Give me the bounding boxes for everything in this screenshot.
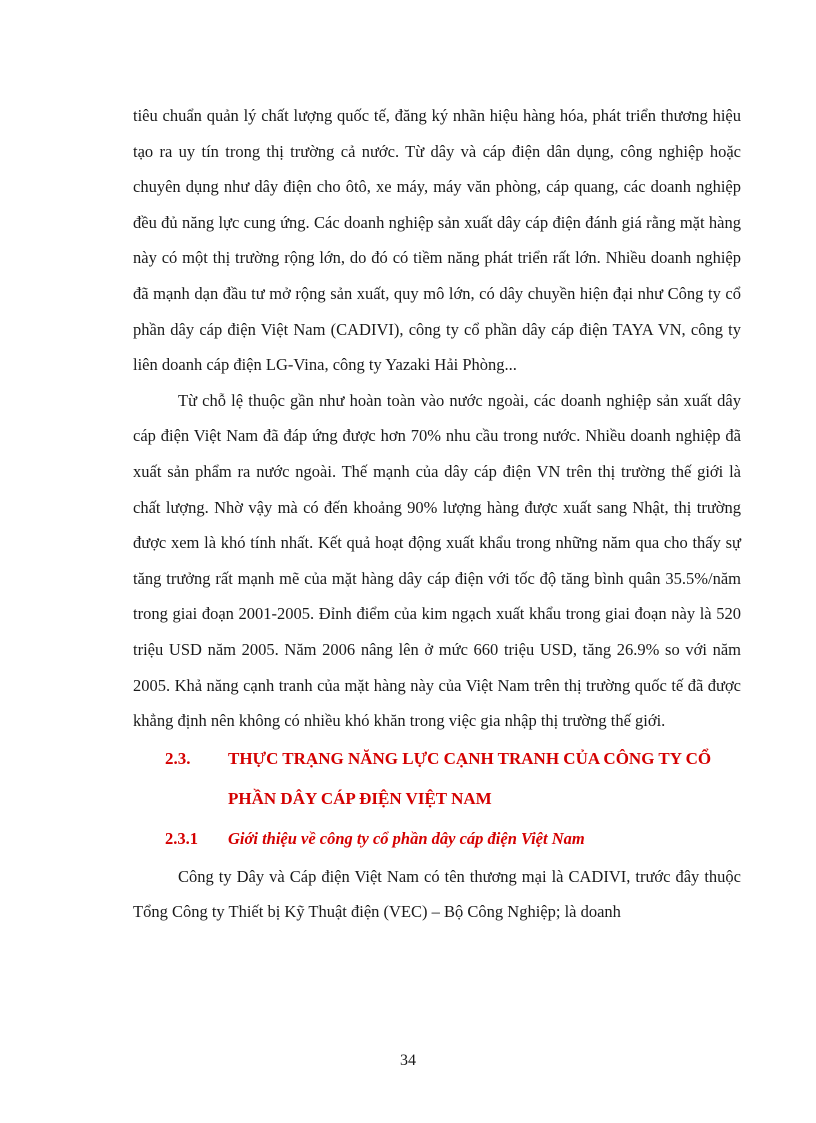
page-number: 34: [400, 1052, 416, 1069]
document-body: [133, 98, 741, 930]
section-title: THỰC TRẠNG NĂNG LỰC CẠNH TRANH CỦA CÔNG TY CỔ PHẦN DÂY CÁP ĐIỆN VIỆT NAM: [228, 748, 712, 808]
section-heading: [133, 739, 741, 819]
subsection-number: 2.3.1: [165, 828, 198, 848]
subsection-heading: [133, 819, 741, 859]
section-number: 2.3.: [165, 748, 191, 768]
subsection-title: Giới thiệu về công ty cổ phần dây cáp điện Việt Nam: [228, 828, 585, 848]
paragraph-1: tiêu chuẩn quản lý chất lượng quốc tế, đăng ký nhãn hiệu hàng hóa, phát triển thương hiệu tạo ra uy tín trong thị trường cả nước. Từ dây và cáp điện dân dụng, công nghiệp hoặc chuyên dụng như dây điện cho ôtô, xe máy, máy văn phòng, cáp quang, các doanh nghiệp đều đủ năng lực cung ứng. Các doanh nghiệp sản xuất dây cáp điện đánh giá rằng mặt hàng này có một thị trường rộng lớn, do đó có tiềm năng phát triển rất lớn. Nhiều doanh nghiệp đã mạnh dạn đầu tư mở rộng sản xuất, quy mô lớn, có dây chuyền hiện đại như Công ty cổ phần dây cáp điện Việt Nam (CADIVI), công ty cổ phần dây cáp điện TAYA VN, công ty liên doanh cáp điện LG-Vina, công ty Yazaki Hải Phòng...: [133, 106, 741, 375]
paragraph-2: Từ chỗ lệ thuộc gần như hoàn toàn vào nước ngoài, các doanh nghiệp sản xuất dây cáp điện Việt Nam đã đáp ứng được hơn 70% nhu cầu trong nước. Nhiều doanh nghiệp đã xuất sản phẩm ra nước ngoài. Thế mạnh của dây cáp điện VN trên thị trường thế giới là chất lượng. Nhờ vậy mà có đến khoảng 90% lượng hàng được xuất sang Nhật, thị trường được xem là khó tính nhất. Kết quả hoạt động xuất khẩu trong những năm qua cho thấy sự tăng trưởng rất mạnh mẽ của mặt hàng dây cáp điện với tốc độ tăng bình quân 35.5%/năm trong giai đoạn 2001-2005. Đỉnh điểm của kim ngạch xuất khẩu trong giai đoạn này là 520 triệu USD năm 2005. Năm 2006 nâng lên ở mức 660 triệu USD, tăng 26.9% so với năm 2005. Khả năng cạnh tranh của mặt hàng này của Việt Nam trên thị trường quốc tế đã được khẳng định nên không có nhiều khó khăn trong việc gia nhập thị trường thế giới.: [133, 390, 741, 731]
paragraph-3: Công ty Dây và Cáp điện Việt Nam có tên thương mại là CADIVI, trước đây thuộc Tổng Công ty Thiết bị Kỹ Thuật điện (VEC) – Bộ Công Nghiệp; là doanh: [133, 866, 741, 922]
